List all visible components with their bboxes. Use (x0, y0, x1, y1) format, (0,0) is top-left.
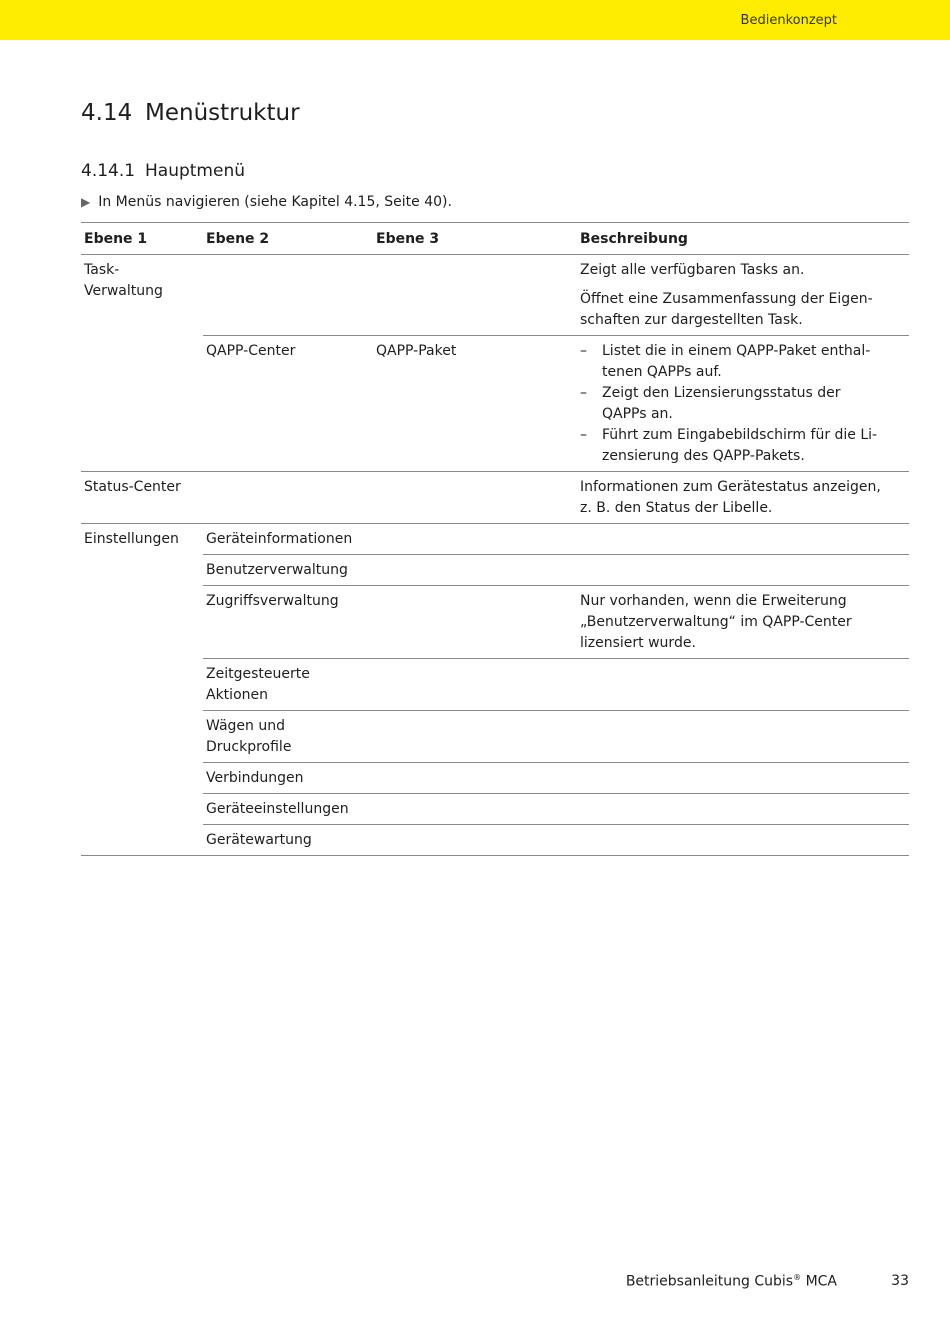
col-header-level1: Ebene 1 (81, 223, 203, 255)
table-row (81, 472, 909, 524)
header-bar (0, 0, 950, 40)
table-row (81, 524, 909, 555)
cell-qapp-center: QAPP-Center (203, 336, 373, 472)
col-header-description: Beschreibung (577, 223, 909, 255)
list-item: – Zeigt den Lizensierungsstatus der QAPPs an. (580, 383, 906, 425)
table-header-row (81, 223, 909, 255)
cell-status-center: Status-Center (81, 472, 203, 524)
cell-weighing-print-profiles: Wägen und Druckprofile (203, 711, 373, 763)
cell-access-management: Zugriffsverwaltung (203, 586, 373, 659)
table-row (81, 336, 909, 472)
col-header-level3: Ebene 3 (373, 223, 577, 255)
heading-number: 4.14 (81, 100, 133, 126)
table-row (81, 555, 909, 586)
table-row (81, 794, 909, 825)
footer-doc-title: Betriebsanleitung Cubis® MCA (625, 1273, 837, 1290)
cell-description: Nur vorhanden, wenn die Erweiterung „Benutzerverwaltung“ im QAPP-Center lizensiert wurde. (577, 586, 909, 659)
cell-user-management: Benutzerverwaltung (203, 555, 373, 586)
instruction-step (81, 194, 452, 210)
instruction-text: In Menüs navigieren (siehe Kapitel 4.15, Seite 40). (98, 194, 452, 210)
table-row (81, 763, 909, 794)
table-row (81, 825, 909, 856)
cell-description: Informationen zum Gerätestatus anzeigen, z. B. den Status der Libelle. (577, 472, 909, 524)
table-row (81, 659, 909, 711)
table-row (81, 711, 909, 763)
heading-title: Menüstruktur (145, 100, 300, 126)
subheading (81, 161, 245, 181)
cell-connections: Verbindungen (203, 763, 373, 794)
description-list (580, 341, 906, 467)
col-header-level2: Ebene 2 (203, 223, 373, 255)
cell-scheduled-actions: Zeitgesteuerte Aktionen (203, 659, 373, 711)
list-item: – Listet die in einem QAPP-Paket enthal- tenen QAPPs auf. (580, 341, 906, 383)
cell-description (577, 336, 909, 472)
cell-settings: Einstellungen (81, 524, 203, 856)
menu-structure-table (81, 222, 909, 856)
subheading-number: 4.14.1 (81, 161, 136, 181)
cell-device-settings: Geräteeinstellungen (203, 794, 373, 825)
cell-task-management: Task- Verwaltung (81, 255, 203, 472)
subheading-title: Hauptmenü (145, 161, 245, 181)
section-title: Bedienkonzept (740, 13, 837, 28)
page-number: 33 (891, 1273, 909, 1289)
cell-description: Zeigt alle verfügbaren Tasks an. Öffnet eine Zusammenfassung der Eigen- schaften zur dargestellten Task. (577, 255, 909, 336)
list-item: – Führt zum Eingabebildschirm für die Li- zensierung des QAPP-Pakets. (580, 425, 906, 467)
table-row (81, 255, 909, 336)
cell-device-maintenance: Gerätewartung (203, 825, 373, 856)
triangle-bullet-icon: ▶ (81, 195, 91, 209)
cell-device-info: Geräteinformationen (203, 524, 373, 555)
cell-qapp-package: QAPP-Paket (373, 336, 577, 472)
page-heading (81, 100, 300, 126)
table-row (81, 586, 909, 659)
